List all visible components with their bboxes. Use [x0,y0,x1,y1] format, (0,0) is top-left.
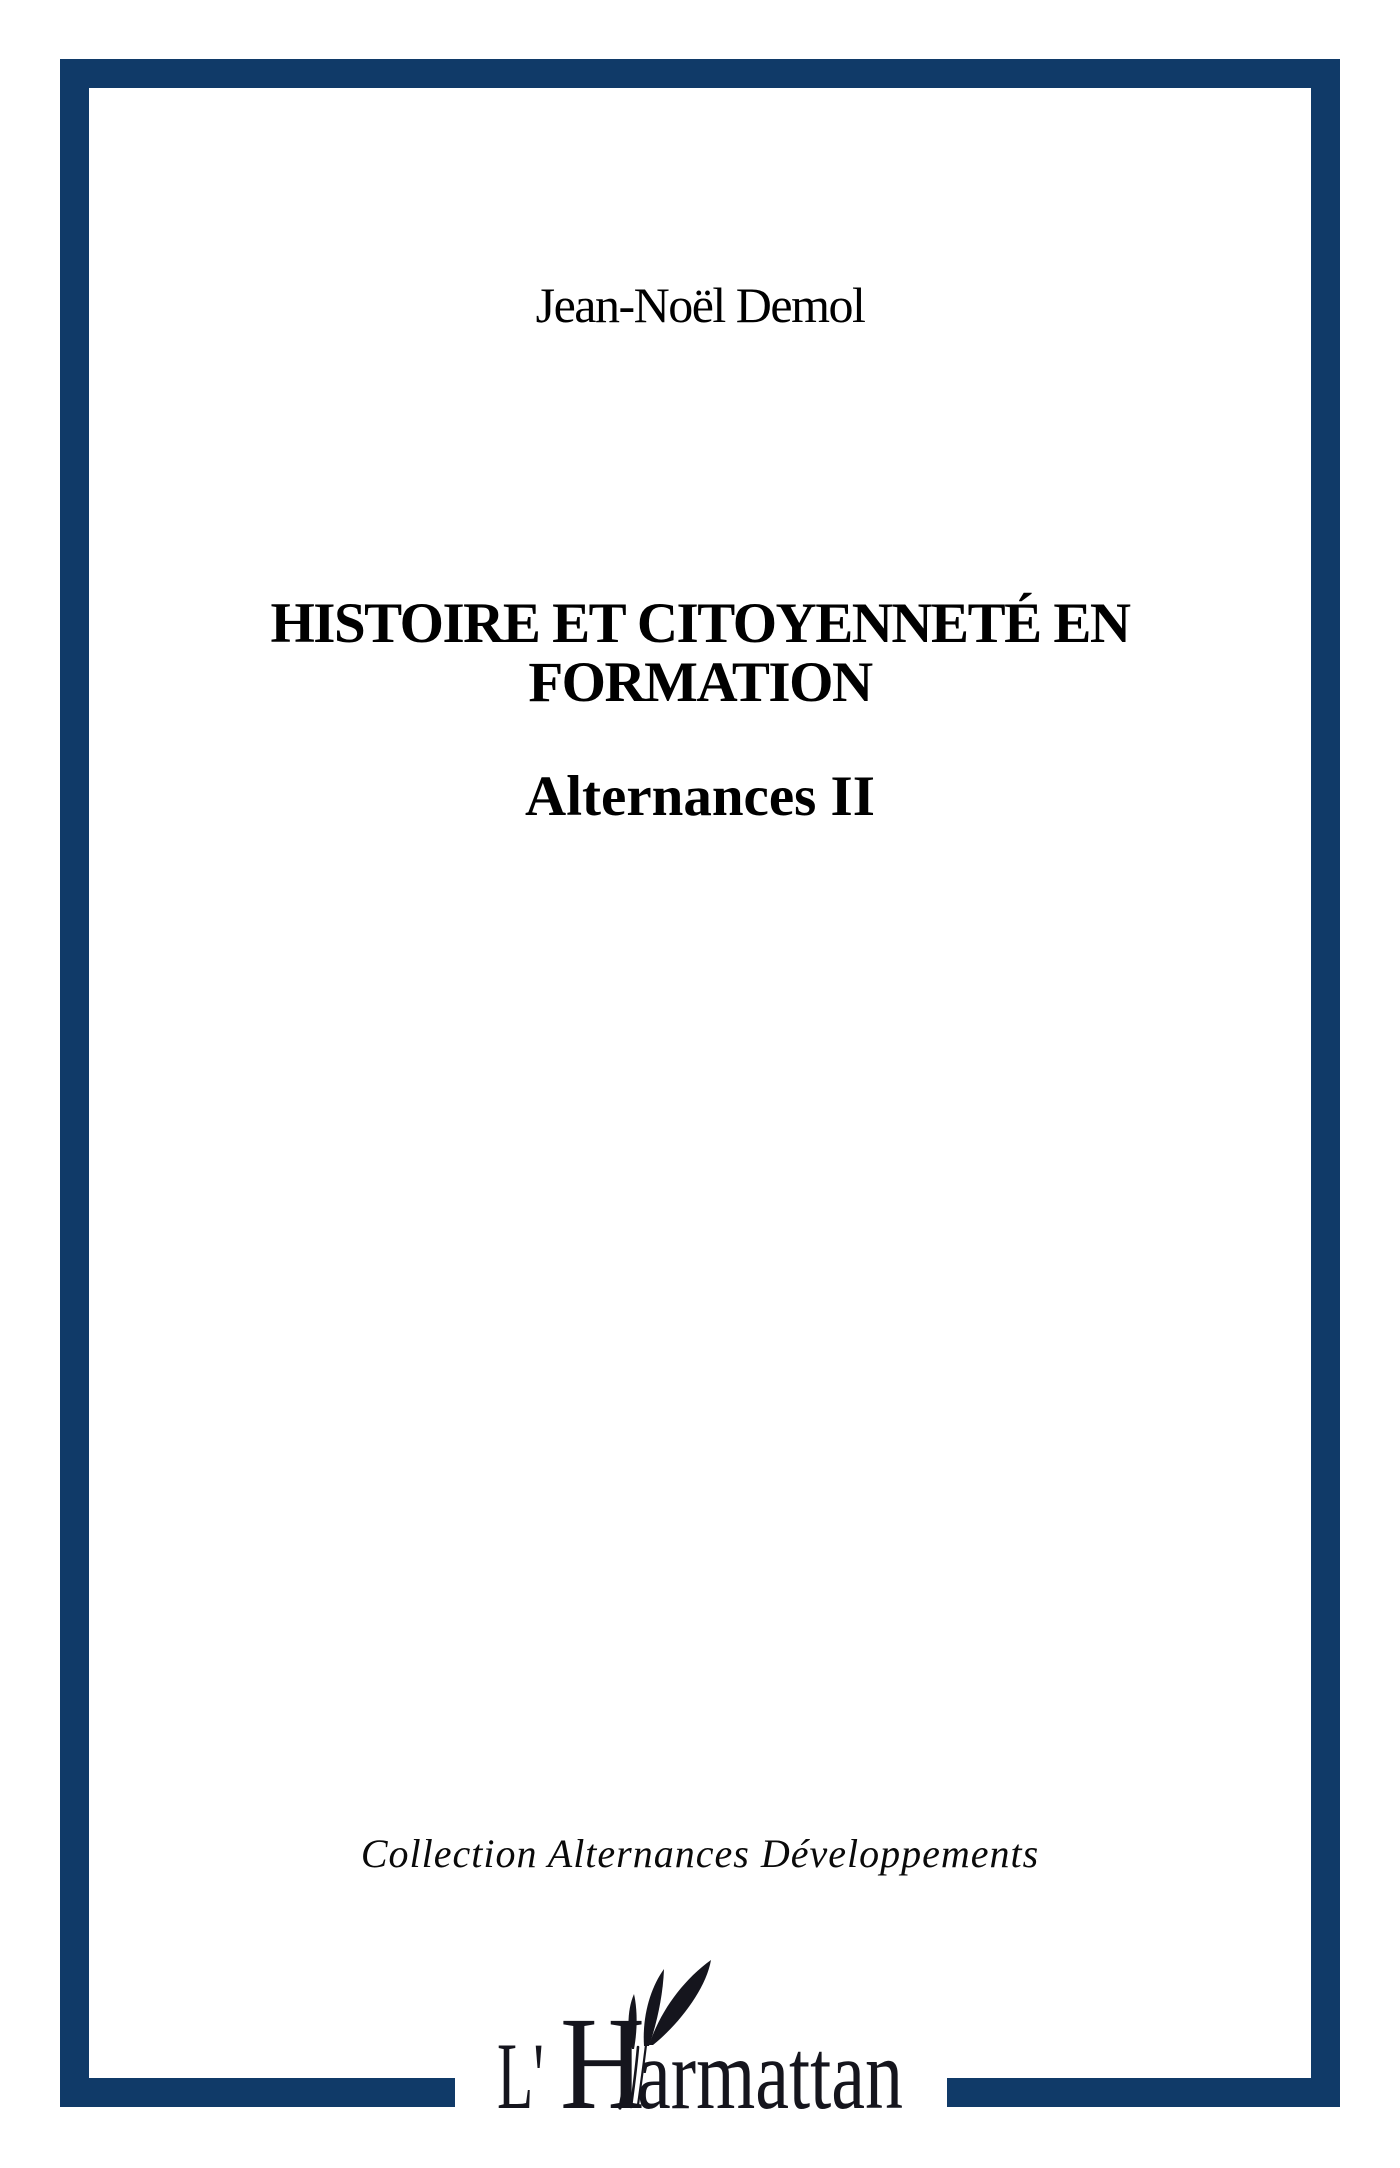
collection-name: Collection Alternances Développements [360,1831,1040,1876]
title-line-1: HISTOIRE ET CITOYENNETÉ EN [270,592,1130,655]
book-title [0,594,1400,712]
logo-text-l-apostrophe: L' [497,2023,544,2129]
publisher-logo [440,1945,960,2168]
logo-text-armattan: armattan [637,2019,903,2130]
book-subtitle: Alternances II [525,765,875,828]
author-name: Jean-Noël Demol [535,277,865,333]
title-line-2: FORMATION [528,651,872,714]
logo-text-h: H [560,1989,645,2137]
frame-border [60,59,1340,2107]
